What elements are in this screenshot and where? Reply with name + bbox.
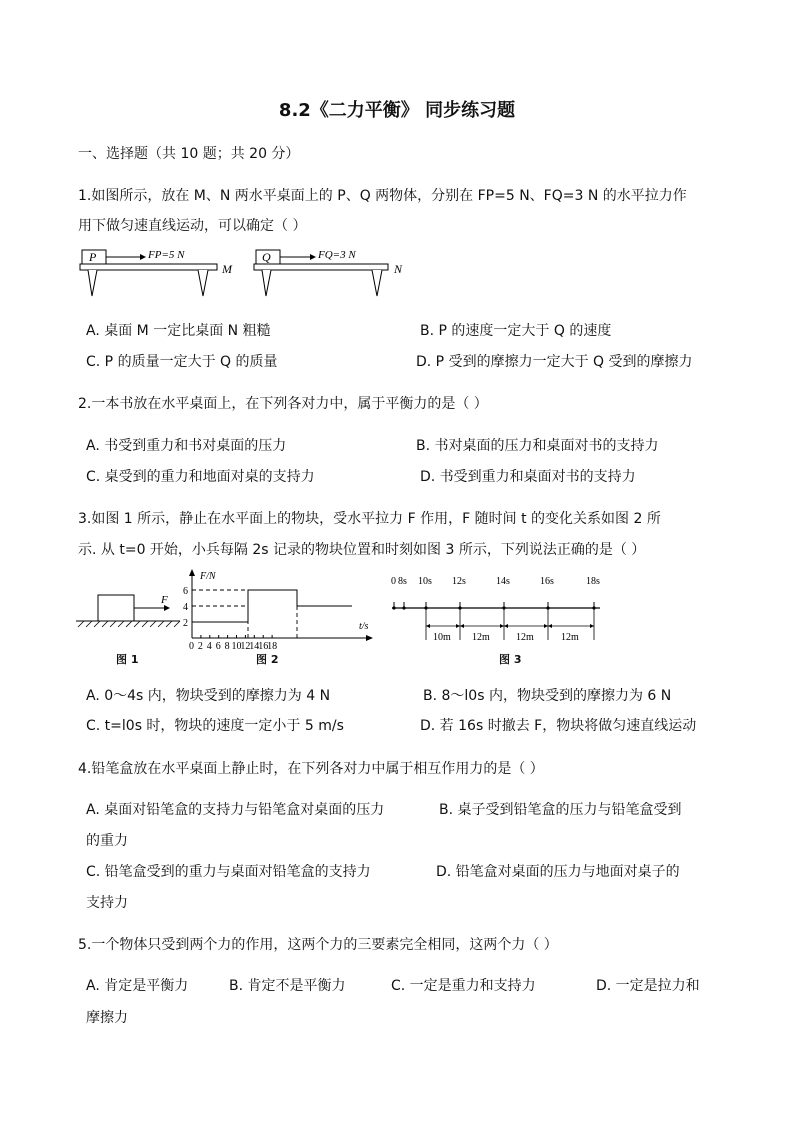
q2-option-c[interactable]: C. 桌受到的重力和地面对桌的支持力 (86, 469, 315, 485)
q1-option-b[interactable]: B. P 的速度一定大于 Q 的速度 (420, 323, 612, 339)
q1-text-line2: 用下做匀速直线运动，可以确定（ ） (78, 218, 307, 234)
fig2-xtick-label: 18 (267, 641, 278, 650)
force-arrow-q (280, 254, 316, 260)
q5-text: 5.一个物体只受到两个力的作用，这两个力的三要素完全相同，这两个力（ ） (78, 937, 558, 953)
fig3-time-label: 14s (496, 576, 510, 587)
fp-label: FP=5 N (148, 249, 185, 261)
q5-option-d[interactable]: D. 一定是拉力和 (596, 978, 700, 994)
page-title: 8.2《二力平衡》 同步练习题 (278, 100, 516, 121)
q3-option-c[interactable]: C. t=l0s 时，物块的速度一定小于 5 m/s (86, 718, 344, 734)
n-label: N (394, 262, 403, 276)
q5-option-d-cont: 摩擦力 (86, 1010, 128, 1026)
q4-option-b-cont: 的重力 (86, 833, 128, 849)
fig2-ytick-label: 4 (183, 602, 188, 613)
fig2-ylabel: F/N (200, 571, 216, 582)
fig2-xtick-label: 12 (240, 641, 251, 650)
block-p (82, 250, 106, 264)
table-n (254, 264, 388, 296)
force-arrow-p (106, 254, 146, 260)
fig3-caption: 图 3 (499, 653, 522, 666)
q5-option-b[interactable]: B. 肯定不是平衡力 (229, 978, 346, 994)
fig2-xlabel: t/s (359, 621, 369, 632)
fig1-force-label: F (161, 594, 168, 606)
q5-option-c[interactable]: C. 一定是重力和支持力 (391, 978, 536, 994)
fig3-time-label: 8s (398, 576, 407, 587)
fig2-ytick-label: 6 (183, 586, 188, 597)
fig2-xtick-label: 16 (258, 641, 269, 650)
block-q (256, 250, 280, 264)
fig2-xtick-label: 2 (197, 641, 203, 650)
q3-option-d[interactable]: D. 若 16s 时撤去 F，物块将做匀速直线运动 (420, 718, 697, 734)
svg-text:Q: Q (262, 250, 271, 264)
fig3-point (402, 606, 405, 609)
q5-option-a[interactable]: A. 肯定是平衡力 (86, 978, 189, 994)
q2-text: 2.一本书放在水平桌面上，在下列各对力中，属于平衡力的是（ ） (78, 396, 488, 412)
fig2-xtick-label: 10 (231, 641, 242, 650)
q1-option-d[interactable]: D. P 受到的摩擦力一定大于 Q 受到的摩擦力 (416, 354, 693, 370)
fig2-xtick-label: 0 (189, 641, 194, 650)
fig2-xtick-label: 14 (249, 641, 260, 650)
fig2-xtick-label: 6 (215, 641, 221, 650)
q1-option-a[interactable]: A. 桌面 M 一定比桌面 N 粗糙 (86, 323, 271, 339)
fig3-arrowhead (544, 624, 548, 628)
fig3-arrowhead (456, 624, 460, 628)
q3-figure-3 (386, 572, 608, 648)
fq-label: FQ=3 N (318, 249, 356, 261)
q2-option-a[interactable]: A. 书受到重力和书对桌面的压力 (86, 438, 287, 454)
q1-option-c[interactable]: C. P 的质量一定大于 Q 的质量 (86, 354, 278, 370)
q2-option-d[interactable]: D. 书受到重力和桌面对书的支持力 (420, 469, 636, 485)
q3-text-line1: 3.如图 1 所示，静止在水平面上的物块，受水平拉力 F 作用，F 随时间 t 的变化关系如图 2 所 (78, 511, 661, 527)
fig3-arrowhead (426, 624, 430, 628)
q3-text-line2: 示. 从 t=0 开始，小兵每隔 2s 记录的物块位置和时刻如图 3 所示，下列说法正确的是（ ） (78, 542, 646, 558)
fig2-xtick-label: 4 (206, 641, 212, 650)
fig2-xtick-label: 8 (224, 641, 230, 650)
q1-figure (78, 246, 418, 302)
q4-option-a[interactable]: A. 桌面对铅笔盒的支持力与铅笔盒对桌面的压力 (86, 802, 385, 818)
table-m (80, 264, 217, 296)
fig3-dist-label: 12m (516, 632, 534, 643)
fig3-arrowhead (500, 624, 504, 628)
fig1-caption: 图 1 (116, 653, 139, 666)
fig3-time-label: 0 (391, 576, 396, 587)
section-heading: 一、选择题（共 10 题；共 20 分） (78, 146, 300, 162)
fig3-arrowhead (548, 624, 552, 628)
q3-option-a[interactable]: A. 0～4s 内，物块受到的摩擦力为 4 N (86, 688, 331, 704)
fig3-arrowhead (590, 624, 594, 628)
fig2-ytick-label: 2 (183, 618, 188, 629)
q3-figure-1 (76, 590, 186, 640)
fig3-dist-label: 10m (433, 632, 451, 643)
q4-option-d-cont: 支持力 (86, 895, 128, 911)
fig3-dist-label: 12m (561, 632, 579, 643)
q4-option-c[interactable]: C. 铅笔盒受到的重力与桌面对铅笔盒的支持力 (86, 864, 371, 880)
q4-option-b[interactable]: B. 桌子受到铅笔盒的压力与铅笔盒受到 (439, 802, 682, 818)
svg-text:P: P (89, 250, 97, 264)
q2-option-b[interactable]: B. 书对桌面的压力和桌面对书的支持力 (416, 438, 659, 454)
fig3-time-label: 18s (586, 576, 600, 587)
q3-option-b[interactable]: B. 8～l0s 内，物块受到的摩擦力为 6 N (423, 688, 672, 704)
fig3-arrowhead (504, 624, 508, 628)
fig3-time-label: 10s (418, 576, 432, 587)
m-label: M (222, 262, 232, 276)
fig2-caption: 图 2 (256, 653, 279, 666)
fig3-dist-label: 12m (472, 632, 490, 643)
q1-text-line1: 1.如图所示，放在 M、N 两水平桌面上的 P、Q 两物体，分别在 FP=5 N、FQ=3 N 的水平拉力作 (78, 188, 687, 204)
q4-text: 4.铅笔盒放在水平桌面上静止时，在下列各对力中属于相互作用力的是（ ） (78, 761, 544, 777)
fig3-time-label: 12s (452, 576, 466, 587)
fig3-point (392, 606, 395, 609)
fig3-arrowhead (460, 624, 464, 628)
q3-figure-2-chart (180, 566, 380, 650)
fig3-time-label: 16s (540, 576, 554, 587)
q4-option-d[interactable]: D. 铅笔盒对桌面的压力与地面对桌子的 (436, 864, 680, 880)
